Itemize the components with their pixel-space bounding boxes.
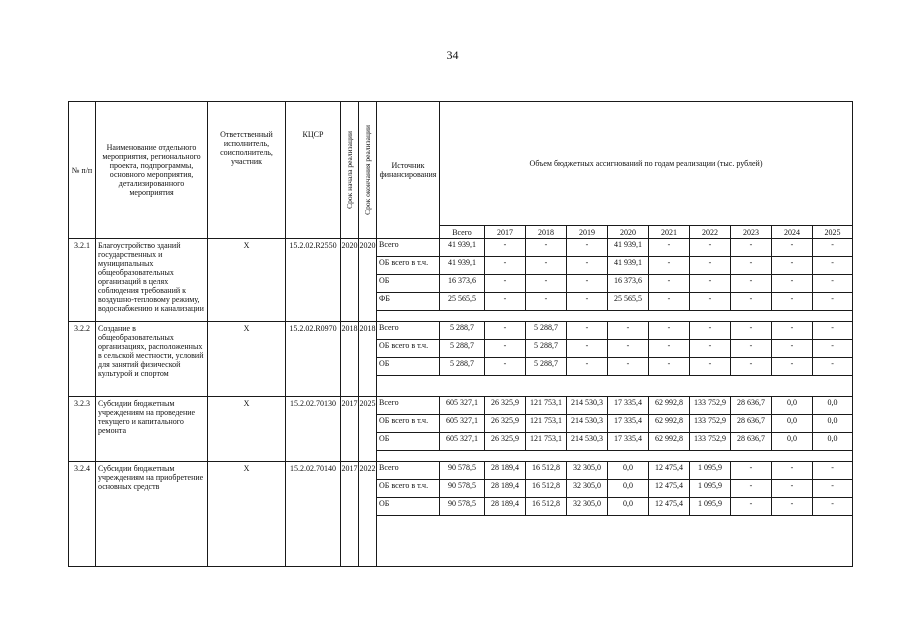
- amount-cell: 41 939,1: [440, 257, 485, 275]
- year-header-4: 2020: [608, 226, 649, 239]
- funding-source: ОБ всего в т.ч.: [377, 415, 440, 433]
- amount-cell: -: [485, 257, 526, 275]
- amount-cell: 5 288,7: [526, 340, 567, 358]
- amount-cell: 62 992,8: [649, 415, 690, 433]
- amount-cell: 12 475,4: [649, 498, 690, 516]
- amount-cell: -: [731, 239, 772, 257]
- amount-cell: 26 325,9: [485, 397, 526, 415]
- amount-cell: 32 305,0: [567, 480, 608, 498]
- amount-cell: -: [813, 340, 853, 358]
- spacer-cell: [377, 376, 853, 397]
- amount-cell: -: [813, 498, 853, 516]
- amount-cell: -: [731, 480, 772, 498]
- amount-cell: -: [526, 275, 567, 293]
- amount-cell: 0,0: [608, 498, 649, 516]
- amount-cell: -: [690, 322, 731, 340]
- amount-cell: -: [772, 322, 813, 340]
- item-executor: Х: [208, 322, 286, 397]
- amount-cell: -: [690, 358, 731, 376]
- header-volume: Объем бюджетных ассигнований по годам реализации (тыс. рублей): [440, 102, 853, 226]
- amount-cell: -: [772, 275, 813, 293]
- amount-cell: 121 753,1: [526, 433, 567, 451]
- amount-cell: -: [567, 293, 608, 311]
- amount-cell: -: [608, 340, 649, 358]
- amount-cell: -: [731, 358, 772, 376]
- amount-cell: -: [731, 462, 772, 480]
- amount-cell: -: [567, 239, 608, 257]
- item-end-year: 2022: [359, 462, 377, 567]
- header-executor: Ответственный исполнитель, соисполнитель, участник: [208, 102, 286, 239]
- amount-cell: 121 753,1: [526, 397, 567, 415]
- amount-cell: -: [649, 340, 690, 358]
- funding-source: Всего: [377, 239, 440, 257]
- amount-cell: 0,0: [813, 397, 853, 415]
- year-header-0: Всего: [440, 226, 485, 239]
- amount-cell: -: [813, 480, 853, 498]
- item-end-year: 2025: [359, 397, 377, 462]
- item-kcsr: 15.2.02.70130: [286, 397, 341, 462]
- amount-cell: -: [731, 340, 772, 358]
- amount-cell: 0,0: [608, 462, 649, 480]
- amount-cell: 28 189,4: [485, 498, 526, 516]
- amount-cell: -: [731, 498, 772, 516]
- amount-cell: 12 475,4: [649, 480, 690, 498]
- item-num: 3.2.2: [69, 322, 96, 397]
- amount-cell: -: [649, 239, 690, 257]
- amount-cell: 12 475,4: [649, 462, 690, 480]
- amount-cell: 605 327,1: [440, 397, 485, 415]
- amount-cell: 133 752,9: [690, 397, 731, 415]
- year-header-7: 2023: [731, 226, 772, 239]
- table-row: [69, 239, 853, 257]
- table-body: [69, 239, 853, 567]
- amount-cell: 605 327,1: [440, 433, 485, 451]
- year-header-2: 2018: [526, 226, 567, 239]
- amount-cell: -: [772, 239, 813, 257]
- amount-cell: -: [567, 358, 608, 376]
- year-header-1: 2017: [485, 226, 526, 239]
- header-num: № п/п: [69, 102, 96, 239]
- item-num: 3.2.1: [69, 239, 96, 322]
- amount-cell: 90 578,5: [440, 498, 485, 516]
- amount-cell: 17 335,4: [608, 433, 649, 451]
- item-num: 3.2.4: [69, 462, 96, 567]
- amount-cell: -: [772, 293, 813, 311]
- amount-cell: -: [772, 480, 813, 498]
- amount-cell: -: [731, 322, 772, 340]
- table-row: [69, 397, 853, 415]
- amount-cell: -: [608, 322, 649, 340]
- amount-cell: 28 189,4: [485, 480, 526, 498]
- amount-cell: -: [813, 462, 853, 480]
- item-executor: Х: [208, 462, 286, 567]
- amount-cell: 16 512,8: [526, 462, 567, 480]
- header-source: Источник финансирования: [377, 102, 440, 239]
- amount-cell: -: [608, 358, 649, 376]
- item-start-year: 2018: [341, 322, 359, 397]
- funding-source: ФБ: [377, 293, 440, 311]
- funding-source: ОБ: [377, 498, 440, 516]
- item-name: Создание в общеобразовательных организациях, расположенных в сельской местности, условий для занятий физической культурой и спортом: [96, 322, 208, 397]
- amount-cell: -: [649, 257, 690, 275]
- year-header-6: 2022: [690, 226, 731, 239]
- amount-cell: -: [567, 322, 608, 340]
- amount-cell: 28 189,4: [485, 462, 526, 480]
- funding-source: Всего: [377, 397, 440, 415]
- amount-cell: 16 512,8: [526, 498, 567, 516]
- item-executor: Х: [208, 397, 286, 462]
- amount-cell: 5 288,7: [526, 358, 567, 376]
- amount-cell: -: [649, 322, 690, 340]
- header-start: [341, 102, 359, 239]
- item-kcsr: 15.2.02.70140: [286, 462, 341, 567]
- amount-cell: 16 373,6: [608, 275, 649, 293]
- item-kcsr: 15.2.02.R0970: [286, 322, 341, 397]
- item-name: Субсидии бюджетным учреждениям на приобретение основных средств: [96, 462, 208, 567]
- funding-source: ОБ: [377, 275, 440, 293]
- amount-cell: 32 305,0: [567, 498, 608, 516]
- spacer-cell: [377, 516, 853, 567]
- item-name: Благоустройство зданий государственных и муниципальных общеобразовательных организаций в целях соблюдения требований к воздушно-тепловому режиму, водоснабжению и канализации: [96, 239, 208, 322]
- amount-cell: 0,0: [813, 415, 853, 433]
- amount-cell: -: [690, 239, 731, 257]
- amount-cell: -: [731, 257, 772, 275]
- funding-source: Всего: [377, 322, 440, 340]
- amount-cell: 62 992,8: [649, 433, 690, 451]
- amount-cell: 16 373,6: [440, 275, 485, 293]
- amount-cell: -: [813, 257, 853, 275]
- amount-cell: -: [813, 293, 853, 311]
- amount-cell: -: [649, 358, 690, 376]
- amount-cell: 90 578,5: [440, 480, 485, 498]
- amount-cell: -: [772, 498, 813, 516]
- item-kcsr: 15.2.02.R2550: [286, 239, 341, 322]
- amount-cell: 32 305,0: [567, 462, 608, 480]
- amount-cell: 1 095,9: [690, 498, 731, 516]
- amount-cell: 5 288,7: [440, 358, 485, 376]
- amount-cell: 28 636,7: [731, 433, 772, 451]
- amount-cell: -: [813, 358, 853, 376]
- header-name: Наименование отдельного мероприятия, регионального проекта, подпрограммы, основного мероприятия, детализированного мероприятия: [96, 102, 208, 239]
- amount-cell: 5 288,7: [440, 340, 485, 358]
- table-row: [69, 322, 853, 340]
- year-header-9: 2025: [813, 226, 853, 239]
- item-num: 3.2.3: [69, 397, 96, 462]
- funding-source: ОБ: [377, 433, 440, 451]
- amount-cell: -: [690, 257, 731, 275]
- year-header-3: 2019: [567, 226, 608, 239]
- amount-cell: -: [485, 340, 526, 358]
- amount-cell: -: [813, 275, 853, 293]
- amount-cell: 25 565,5: [440, 293, 485, 311]
- amount-cell: -: [813, 322, 853, 340]
- funding-source: ОБ: [377, 358, 440, 376]
- item-name: Субсидии бюджетным учреждениям на проведение текущего и капитального ремонта: [96, 397, 208, 462]
- amount-cell: 0,0: [608, 480, 649, 498]
- amount-cell: -: [567, 257, 608, 275]
- amount-cell: -: [485, 358, 526, 376]
- page-number: 34: [446, 48, 459, 62]
- header-kcsr: КЦСР: [286, 102, 341, 239]
- amount-cell: -: [526, 293, 567, 311]
- header-start-text: Срок начала реализации: [344, 131, 354, 209]
- amount-cell: 28 636,7: [731, 397, 772, 415]
- amount-cell: 25 565,5: [608, 293, 649, 311]
- amount-cell: -: [772, 358, 813, 376]
- header-end-text: Срок окончания реализации: [362, 125, 372, 215]
- amount-cell: 214 530,3: [567, 433, 608, 451]
- amount-cell: 1 095,9: [690, 480, 731, 498]
- amount-cell: 26 325,9: [485, 433, 526, 451]
- amount-cell: -: [690, 275, 731, 293]
- amount-cell: 5 288,7: [526, 322, 567, 340]
- amount-cell: 0,0: [813, 433, 853, 451]
- year-header-5: 2021: [649, 226, 690, 239]
- amount-cell: 0,0: [772, 415, 813, 433]
- amount-cell: 214 530,3: [567, 397, 608, 415]
- spacer-cell: [377, 451, 853, 462]
- amount-cell: -: [485, 293, 526, 311]
- amount-cell: -: [526, 239, 567, 257]
- amount-cell: 121 753,1: [526, 415, 567, 433]
- item-end-year: 2018: [359, 322, 377, 397]
- amount-cell: 28 636,7: [731, 415, 772, 433]
- funding-source: ОБ всего в т.ч.: [377, 340, 440, 358]
- amount-cell: -: [649, 293, 690, 311]
- amount-cell: 605 327,1: [440, 415, 485, 433]
- item-start-year: 2017: [341, 462, 359, 567]
- amount-cell: 0,0: [772, 433, 813, 451]
- spacer-cell: [377, 311, 853, 322]
- item-start-year: 2020: [341, 239, 359, 322]
- amount-cell: -: [690, 340, 731, 358]
- item-executor: Х: [208, 239, 286, 322]
- amount-cell: -: [485, 275, 526, 293]
- funding-source: ОБ всего в т.ч.: [377, 257, 440, 275]
- year-header-8: 2024: [772, 226, 813, 239]
- amount-cell: -: [813, 239, 853, 257]
- amount-cell: -: [485, 239, 526, 257]
- amount-cell: 26 325,9: [485, 415, 526, 433]
- table-row: [69, 462, 853, 480]
- amount-cell: -: [772, 340, 813, 358]
- amount-cell: 90 578,5: [440, 462, 485, 480]
- amount-cell: 214 530,3: [567, 415, 608, 433]
- amount-cell: 133 752,9: [690, 415, 731, 433]
- amount-cell: 16 512,8: [526, 480, 567, 498]
- amount-cell: 41 939,1: [440, 239, 485, 257]
- amount-cell: -: [567, 275, 608, 293]
- item-start-year: 2017: [341, 397, 359, 462]
- amount-cell: -: [690, 293, 731, 311]
- amount-cell: 17 335,4: [608, 415, 649, 433]
- funding-source: Всего: [377, 462, 440, 480]
- amount-cell: -: [485, 322, 526, 340]
- amount-cell: -: [731, 293, 772, 311]
- amount-cell: -: [526, 257, 567, 275]
- amount-cell: -: [649, 275, 690, 293]
- item-end-year: 2020: [359, 239, 377, 322]
- funding-source: ОБ всего в т.ч.: [377, 480, 440, 498]
- amount-cell: -: [772, 257, 813, 275]
- amount-cell: 41 939,1: [608, 239, 649, 257]
- amount-cell: 62 992,8: [649, 397, 690, 415]
- budget-table: [68, 101, 853, 567]
- amount-cell: -: [731, 275, 772, 293]
- amount-cell: 41 939,1: [608, 257, 649, 275]
- amount-cell: 0,0: [772, 397, 813, 415]
- amount-cell: 5 288,7: [440, 322, 485, 340]
- amount-cell: 17 335,4: [608, 397, 649, 415]
- header-end: [359, 102, 377, 239]
- amount-cell: 1 095,9: [690, 462, 731, 480]
- amount-cell: 133 752,9: [690, 433, 731, 451]
- amount-cell: -: [567, 340, 608, 358]
- amount-cell: -: [772, 462, 813, 480]
